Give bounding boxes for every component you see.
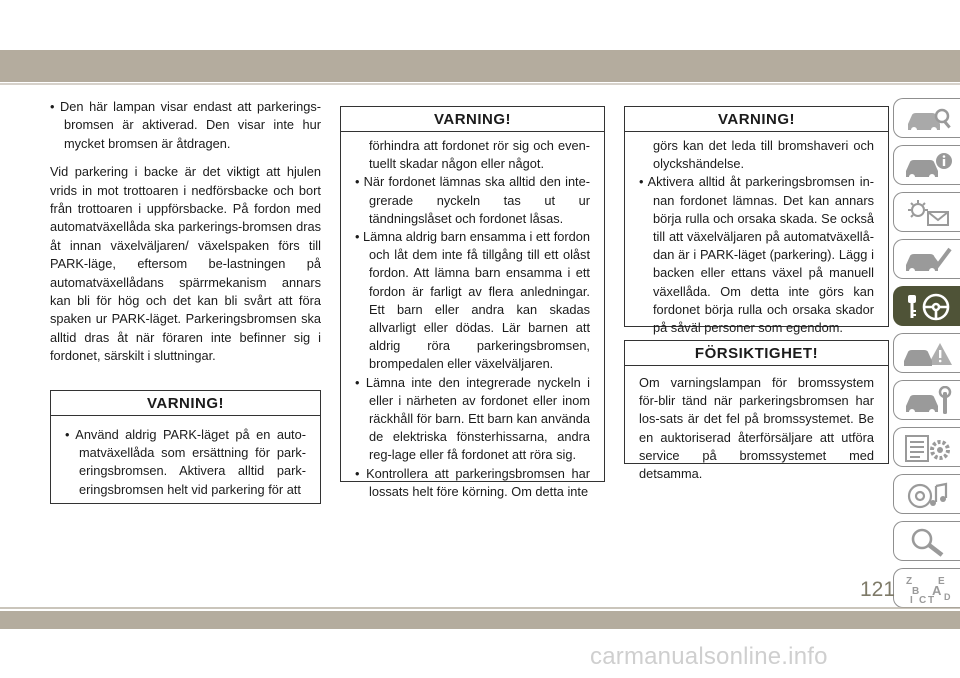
chapter-tabs — [893, 98, 960, 615]
column-1 — [50, 98, 321, 374]
watermark-text: carmanualsonline.info — [590, 643, 828, 670]
steering-wheel-key-icon — [902, 292, 954, 322]
warning-box-3 — [624, 106, 889, 336]
warning-box-2 — [340, 106, 605, 499]
car-checkmark-icon — [902, 245, 954, 275]
car-magnifier-icon — [902, 104, 954, 134]
car-crash-warning-icon — [902, 339, 954, 369]
bullet-text: • Lämna aldrig barn ensamma i ett fordon och låt dem inte få tillgång till ett olåst fordon. Att lämna barn ensamma i ett fordon är farligt av flera anledningar. Ett barn eller andra kan skadas allvarligt eller dödas. Lär barnen att aldrig röra parkeringsbromsen, brompedalen eller växelväljaren. — [355, 228, 590, 374]
paragraph: Vid parkering i backe är det viktigt att hjulen vrids in mot trottoaren i nedförsbacke och bort från trottoaren i uppförsbacke. På fordon med automatväxellåda ska parkerings-bromsen dras åt innan växelväljaren/ växelspaken förs till PARK-läge, eftersom be-lastningen på automatväxellådans spärrmekanism annars kan bli för hög och det kan bli svårt att föra spaken ur PARK-läget. Parkeringsbromsen ska alltid dras åt när föraren inte befinner sig i fordonet, särskilt i sluttningar. — [50, 164, 321, 364]
bottom-rule — [0, 607, 960, 609]
svg-text:Z: Z — [906, 576, 913, 587]
bullet-text: • Kontrollera att parkeringsbromsen har lossats helt före körning. Om detta inte — [355, 465, 590, 501]
checklist-gear-icon — [902, 433, 954, 463]
svg-text:A: A — [932, 583, 942, 598]
warning-box-1 — [50, 390, 321, 504]
svg-text:D: D — [944, 592, 951, 602]
warning-title: VARNING! — [625, 107, 888, 132]
caution-text: Om varningslampan för bromssystem för-blir tänd när parkeringsbromsen har los-sats är det fel på bromssystemet. Be en auktoriserad återförsäljare att utföra service på bromssystemet med detsamma. — [639, 375, 874, 482]
warning-body — [341, 132, 604, 507]
caution-body — [625, 366, 888, 489]
car-info-icon — [902, 151, 954, 181]
svg-text:T: T — [928, 595, 935, 604]
caution-box — [624, 340, 889, 482]
tab-car-info[interactable] — [893, 145, 960, 185]
bullet-text: • När fordonet lämnas ska alltid den inte-grerade nyckeln tas ut ur tändningslåset och fordonet låsas. — [355, 173, 590, 228]
bullet-text: • Aktivera alltid åt parkeringsbromsen in-nan fordonet lämnas. Det kan annars börja rulla och orsaka skada. Se också till att växelväljaren på automatväxellå-dan är i PARK-läget (parkering). Lägg i backen eller ettans växel på manuell växellåda. Om detta inte görs kan fordonet börja rulla och orsaka skador på såväl personer som egendom. — [639, 173, 874, 337]
bullet-text: • Lämna inte den integrerade nyckeln i eller i närheten av fordonet eller inom räckhåll för barn. Ett barn kan använda de elektriska fönsterhissarna, andra reg-lage eller få fordonet att röra sig. — [355, 374, 590, 465]
top-band — [0, 50, 960, 82]
tab-car-magnifier[interactable] — [893, 98, 960, 138]
tab-index[interactable] — [893, 568, 960, 608]
svg-text:I: I — [910, 595, 913, 604]
warning-body — [51, 416, 320, 505]
bullet-text: • Den här lampan visar endast att parkerings-bromsen är aktiverad. Den visar inte hur mycket bromsen är åtdragen. — [50, 98, 321, 153]
tab-starting-operating[interactable] — [893, 286, 960, 326]
tab-multimedia[interactable] — [893, 474, 960, 514]
warning-light-mail-icon — [902, 198, 954, 228]
top-rule — [0, 83, 960, 85]
warning-body — [625, 132, 888, 343]
continued-text: förhindra att fordonet rör sig och even-tuellt skadar någon eller något. — [369, 138, 590, 172]
warning-title: VARNING! — [341, 107, 604, 132]
music-navigation-icon — [902, 480, 954, 510]
tab-warning-lights[interactable] — [893, 192, 960, 232]
warning-title: VARNING! — [51, 391, 320, 416]
tab-specifications[interactable] — [893, 427, 960, 467]
bullet-text: • Använd aldrig PARK-läget på en auto-matväxellåda som ersättning för park-eringsbromsen. Aktivera alltid park-eringsbromsen helt vid parkering för att — [65, 426, 306, 499]
search-icon — [902, 527, 954, 557]
alphabet-index-icon — [902, 574, 954, 604]
continued-text: görs kan det leda till bromshaveri och olyckshändelse. — [653, 138, 874, 172]
tab-search[interactable] — [893, 521, 960, 561]
svg-text:B: B — [912, 586, 920, 597]
bottom-band — [0, 611, 960, 629]
svg-text:C: C — [919, 595, 927, 604]
svg-text:E: E — [938, 576, 945, 587]
tab-emergency[interactable] — [893, 333, 960, 373]
caution-title: FÖRSIKTIGHET! — [625, 341, 888, 366]
page-number: 121 — [860, 578, 896, 601]
tab-car-checkmark[interactable] — [893, 239, 960, 279]
car-wrench-icon — [902, 386, 954, 416]
tab-servicing[interactable] — [893, 380, 960, 420]
